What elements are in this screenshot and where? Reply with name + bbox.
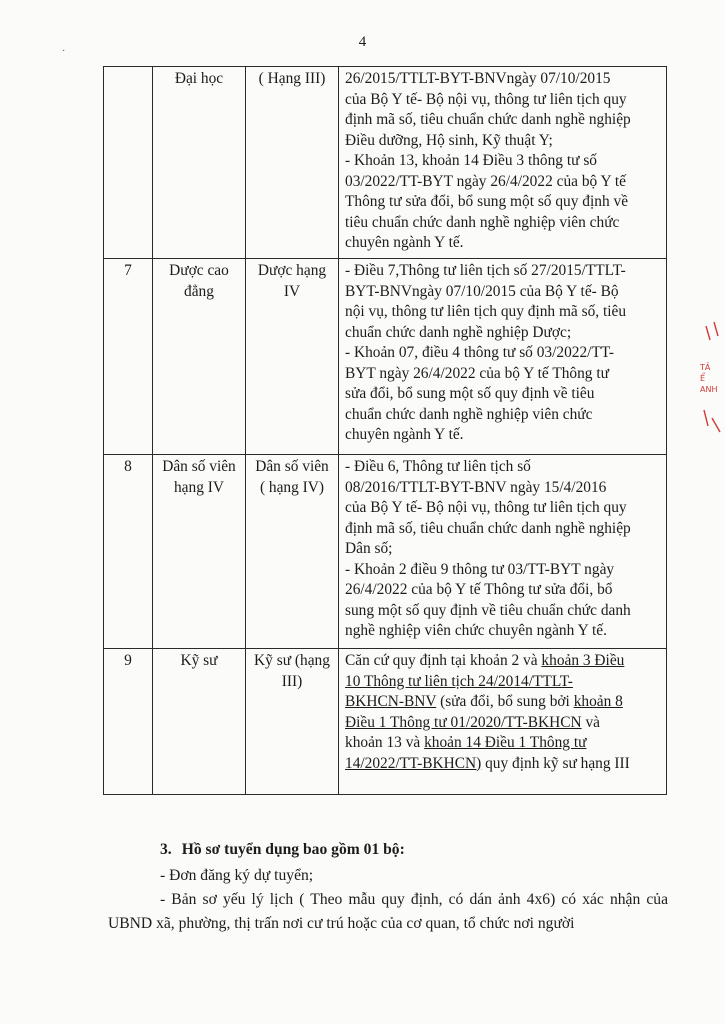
stamp-text-3: ANH	[700, 385, 718, 394]
section-3-title: Hồ sơ tuyển dụng bao gồm 01 bộ:	[181, 841, 405, 858]
position-name: Dược cao đẳng	[153, 259, 246, 455]
position-rank: ( Hạng III)	[246, 67, 339, 259]
basis-line: - Khoản 2 điều 9 thông tư 03/TT-BYT ngày	[345, 560, 615, 578]
section-3-item-2: - Bản sơ yếu lý lịch ( Theo mẫu quy định, có dán ảnh 4x6) có xác nhận của UBND xã, phường, thị trấn nơi cư trú hoặc của cơ quan, tổ chức nơi người	[108, 891, 668, 932]
basis-line: Thông tư sửa đổi, bổ sung một số quy định về	[345, 193, 629, 210]
red-stamp-fragment	[700, 318, 724, 448]
position-name: Dân số viên hạng IV	[153, 455, 246, 649]
basis-line: định mã số, tiêu chuẩn chức danh nghề nghiệp	[345, 519, 631, 537]
row-number: 7	[104, 259, 153, 455]
stamp-strokes	[700, 318, 724, 448]
basis-line	[345, 692, 660, 713]
page-number: 4	[358, 34, 367, 50]
basis-line: của Bộ Y tế- Bộ nội vụ, thông tư liên tịch quy	[345, 499, 627, 516]
basis-line: BYT ngày 26/4/2022 của bộ Y tế Thông tư	[345, 364, 609, 382]
regulation-reference: Điều 1 Thông tư 01/2020/TT-BKHCN	[345, 713, 582, 731]
legal-basis	[339, 259, 667, 455]
section-3-item-1: - Đơn đăng ký dự tuyển;	[160, 867, 314, 884]
basis-line: - Khoản 13, khoản 14 Điều 3 thông tư số	[345, 152, 597, 169]
basis-text: và	[581, 713, 601, 731]
regulation-reference: khoản 3 Điều	[541, 652, 625, 669]
row-number	[104, 67, 153, 259]
regulation-reference: BKHCN-BNV	[345, 693, 437, 710]
basis-line	[345, 651, 660, 672]
basis-text: quy định kỹ sư hạng III	[481, 754, 630, 772]
basis-text: khoản 13 và	[345, 734, 425, 751]
basis-line: sung một số quy định về tiêu chuẩn chức danh	[345, 601, 631, 619]
position-rank: Dược hạng IV	[246, 259, 339, 455]
basis-line: nghề nghiệp viên chức chuyên ngành Y tế.	[345, 622, 607, 639]
stamp-text-2: Ể	[700, 374, 706, 383]
position-name: Đại học	[153, 67, 246, 259]
legal-basis	[339, 455, 667, 649]
basis-line: định mã số, tiêu chuẩn chức danh nghề nghiệp	[345, 111, 631, 128]
stamp-text-1: TẢ	[700, 363, 711, 372]
basis-line: tiêu chuẩn chức danh nghề nghiệp viên chức	[345, 213, 620, 231]
section-3-heading	[108, 838, 668, 862]
basis-line: - Khoản 07, điều 4 thông tư số 03/2022/TT-	[345, 344, 614, 361]
legal-basis	[339, 67, 667, 259]
regulation-reference: khoản 14 Điều 1 Thông tư	[424, 734, 587, 751]
position-rank: Dân số viên ( hạng IV)	[246, 455, 339, 649]
table-row	[104, 649, 667, 795]
basis-line	[345, 672, 660, 693]
basis-line: BYT-BNVngày 07/10/2015 của Bộ Y tế- Bộ	[345, 282, 619, 300]
basis-line: Điều dưỡng, Hộ sinh, Kỹ thuật Y;	[345, 131, 553, 149]
table-row	[104, 259, 667, 455]
recruitment-requirements-table	[103, 66, 667, 795]
basis-line: chuẩn chức danh nghề nghiệp Dược;	[345, 323, 572, 341]
basis-line: chuyên ngành Y tế.	[345, 426, 464, 443]
basis-line: của Bộ Y tế- Bộ nội vụ, thông tư liên tịch quy	[345, 90, 627, 108]
basis-line	[345, 733, 660, 754]
table-row	[104, 455, 667, 649]
basis-line: sửa đổi, bổ sung một số quy định về tiêu	[345, 385, 595, 402]
basis-text: (sửa đổi, bổ sung bởi	[436, 693, 574, 710]
basis-line: 26/4/2022 của bộ Y tế Thông tư sửa đổi, bổ	[345, 581, 613, 598]
basis-line: 03/2022/TT-BYT ngày 26/4/2022 của bộ Y tế	[345, 172, 626, 190]
basis-line: - Điều 7,Thông tư liên tịch số 27/2015/TTLT-	[345, 262, 626, 279]
basis-line: Dân số;	[345, 540, 393, 557]
regulation-reference: 14/2022/TT-BKHCN)	[345, 754, 482, 772]
table-row	[104, 67, 667, 259]
section-3	[108, 838, 668, 936]
basis-line: chuyên ngành Y tế.	[345, 234, 464, 251]
basis-text: Căn cứ quy định tại khoản 2 và	[345, 652, 542, 669]
legal-basis	[339, 649, 667, 795]
basis-line: 26/2015/TTLT-BYT-BNVngày 07/10/2015	[345, 70, 611, 87]
regulation-reference: khoản 8	[573, 693, 623, 710]
regulation-reference: 10 Thông tư liên tịch 24/2014/TTLT-	[345, 672, 573, 690]
position-rank: Kỹ sư (hạng III)	[246, 649, 339, 795]
section-3-number: 3.	[160, 841, 172, 858]
row-number: 8	[104, 455, 153, 649]
basis-line: 08/2016/TTLT-BYT-BNV ngày 15/4/2016	[345, 478, 607, 496]
basis-line: - Điều 6, Thông tư liên tịch số	[345, 458, 531, 475]
basis-line	[345, 713, 660, 734]
basis-line: chuẩn chức danh nghề nghiệp viên chức	[345, 405, 593, 423]
row-number: 9	[104, 649, 153, 795]
basis-line: nội vụ, thông tư liên tịch quy định mã số, tiêu	[345, 303, 627, 320]
basis-line	[345, 754, 660, 775]
scan-dot: ·	[62, 46, 66, 57]
position-name: Kỹ sư	[153, 649, 246, 795]
